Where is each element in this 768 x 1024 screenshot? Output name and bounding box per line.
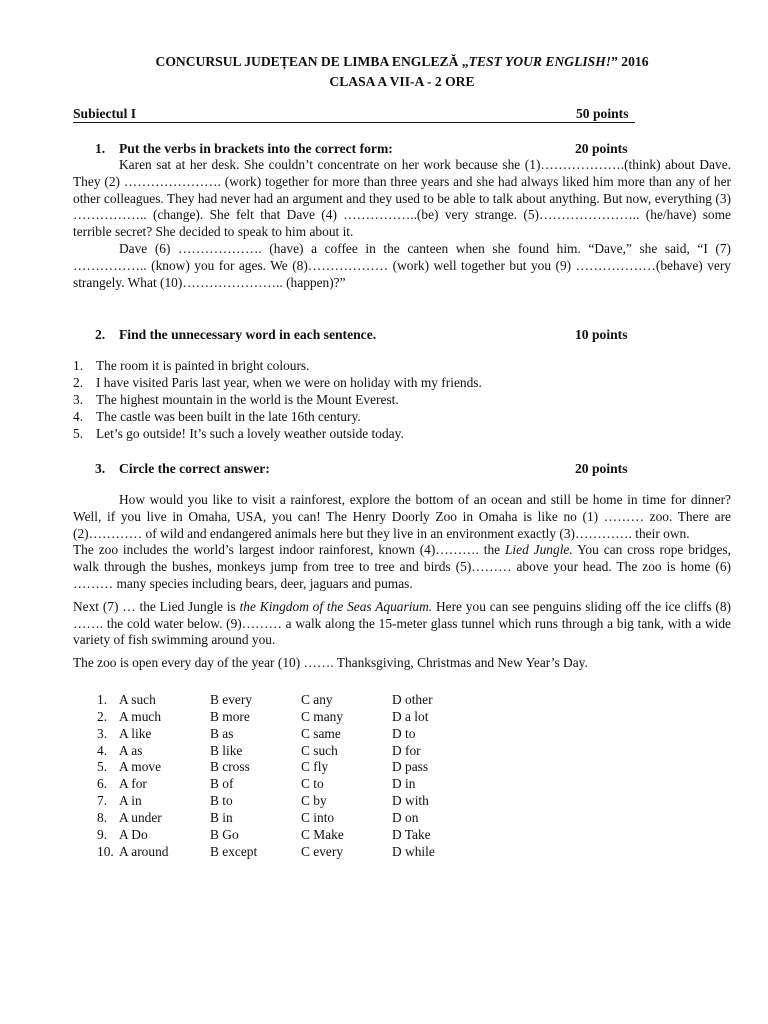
list-item: 3. The highest mountain in the world is the Mount Everest. [73, 391, 399, 407]
option-choice[interactable]: A under [119, 809, 162, 825]
option-number: 6. [97, 776, 108, 792]
option-number: 8. [97, 809, 108, 825]
option-choice[interactable]: B except [210, 843, 258, 859]
task1-text [73, 157, 731, 291]
option-row [97, 743, 482, 760]
option-choice[interactable]: C fly [301, 759, 329, 775]
option-choice[interactable]: B Go [210, 826, 239, 842]
option-choice[interactable]: A move [119, 759, 162, 775]
option-row [97, 810, 482, 827]
task3-paragraph-2: The zoo includes the world’s largest indoor rainforest, known (4)………. the Lied Jungle. You can cross rope bridges, walk through the bushes, monkeys jump from tree to tree and birds (5)……… above your head. The zoo is home (6) ……… many species including bears, deer, jaguars and pumas. [73, 542, 731, 591]
option-choice[interactable]: B every [210, 692, 253, 707]
option-row [97, 827, 482, 844]
task2-number: 2. [95, 327, 106, 342]
task3-title: Circle the correct answer: [119, 461, 270, 476]
option-row [97, 793, 482, 810]
option-row [97, 776, 482, 793]
contest-title-prefix: CONCURSUL JUDEȚEAN DE LIMBA ENGLEZĂ „ [155, 54, 469, 69]
option-choice[interactable]: A as [119, 742, 143, 758]
task1-paragraph-1: Karen sat at her desk. She couldn’t concentrate on her work because she (1)……………….(think) about Dave. They (2) …………………. (work) together for more than three years and she had always liked him more than any of her other colleagues. They had never had an argument and they used to be able to talk about anything. But now, everything (3) …………….. (change). She felt that Dave (4) ……………..(be) very strange. (5)………………….. (he/have) some terrible secret? She decided to speak to him about it. [73, 157, 731, 240]
option-row [97, 726, 482, 743]
contest-title-italic: TEST YOUR ENGLISH! [468, 54, 612, 69]
task3-points: 20 points [575, 461, 628, 476]
option-choice[interactable]: A like [119, 725, 152, 741]
option-choice[interactable]: C same [301, 725, 341, 741]
list-item: 2. I have visited Paris last year, when we were on holiday with my friends. [73, 374, 482, 390]
option-number: 5. [97, 759, 108, 775]
task1-points: 20 points [575, 141, 628, 156]
task3-paragraph-1: How would you like to visit a rainforest, explore the bottom of an ocean and still be home in time for dinner? Well, if you live in Omaha, USA, you can! The Henry Doorly Zoo in Omaha is like no (1) ……… zoo. There are (2)………… of wild and endangered animals here but they live in an environment exactly (3)…………. their own. [73, 492, 731, 541]
option-number: 2. [97, 708, 108, 724]
document-page [73, 0, 731, 1024]
class-line: CLASA A VII-A - 2 ORE [329, 74, 475, 89]
option-number: 3. [97, 725, 108, 741]
task2-points: 10 points [575, 327, 628, 342]
option-choice[interactable]: A for [119, 776, 147, 792]
task3-paragraph-4: The zoo is open every day of the year (10) ……. Thanksgiving, Christmas and New Year’s Day. [73, 655, 588, 671]
option-number: 9. [97, 826, 108, 842]
contest-title [73, 52, 731, 71]
option-choice[interactable]: C any [301, 692, 333, 707]
option-choice[interactable]: D in [392, 776, 416, 792]
list-item: 1. The room it is painted in bright colours. [73, 358, 310, 373]
task1-number: 1. [95, 141, 106, 156]
option-number: 10. [97, 843, 114, 859]
option-choice[interactable]: B more [210, 708, 250, 724]
contest-title-suffix: ” 2016 [611, 54, 649, 69]
option-choice[interactable]: D with [392, 793, 429, 809]
option-choice[interactable]: C such [301, 742, 338, 758]
option-choice[interactable]: D to [392, 725, 416, 741]
task2-title: Find the unnecessary word in each sentence. [119, 327, 377, 342]
option-choice[interactable]: B in [210, 809, 233, 825]
option-choice[interactable]: A such [119, 692, 156, 707]
option-choice[interactable]: B as [210, 725, 234, 741]
option-choice[interactable]: D a lot [392, 708, 429, 724]
subject-heading: Subiectul I [73, 106, 635, 123]
option-row [97, 844, 482, 861]
list-item: 4. The castle was been built in the late 16th century. [73, 408, 361, 424]
option-choice[interactable]: D Take [392, 826, 431, 842]
option-choice[interactable]: D on [392, 809, 419, 825]
option-number: 1. [97, 692, 108, 707]
option-choice[interactable]: A much [119, 708, 162, 724]
option-choice[interactable]: C into [301, 809, 335, 825]
option-choice[interactable]: D while [392, 843, 435, 859]
option-number: 7. [97, 793, 108, 809]
option-choice[interactable]: C by [301, 793, 327, 809]
option-choice[interactable]: D other [392, 692, 433, 707]
option-choice[interactable]: A Do [119, 826, 148, 842]
option-row [97, 759, 482, 776]
option-choice[interactable]: A in [119, 793, 142, 809]
subject-points: 50 points [576, 106, 629, 121]
option-choice[interactable]: C many [301, 708, 344, 724]
option-number: 4. [97, 742, 108, 758]
option-choice[interactable]: D pass [392, 759, 429, 775]
option-choice[interactable]: A around [119, 843, 169, 859]
option-choice[interactable]: C Make [301, 826, 344, 842]
task3-text [73, 492, 731, 672]
task2-sentence-list [73, 358, 731, 443]
option-choice[interactable]: B like [210, 742, 243, 758]
option-row [97, 692, 482, 709]
option-choice[interactable]: C to [301, 776, 324, 792]
task1-paragraph-2: Dave (6) ………………. (have) a coffee in the canteen when she found him. “Dave,” she said, “I (7) …………….. (know) you for ages. We (8)……………… (work) well together but you (9) ………………(behave) very strangely. What (10)………………….. (happen)?” [73, 240, 731, 290]
option-choice[interactable]: B to [210, 793, 233, 809]
option-choice[interactable]: B cross [210, 759, 250, 775]
task3-paragraph-3: Next (7) … the Lied Jungle is the Kingdom of the Seas Aquarium. Here you can see penguins sliding off the ice cliffs (8) ……. the cold water below. (9)……… a walk along the 15-meter glass tunnel which runs through a big tank, with a wide variety of fish swimming around you. [73, 598, 731, 648]
option-row [97, 709, 482, 726]
task3-number: 3. [95, 461, 106, 476]
task1-title: Put the verbs in brackets into the correct form: [119, 141, 393, 156]
answer-options-table [97, 692, 482, 860]
option-choice[interactable]: D for [392, 742, 421, 758]
option-choice[interactable]: C every [301, 843, 344, 859]
option-choice[interactable]: B of [210, 776, 234, 792]
list-item: 5. Let’s go outside! It’s such a lovely weather outside today. [73, 425, 404, 441]
